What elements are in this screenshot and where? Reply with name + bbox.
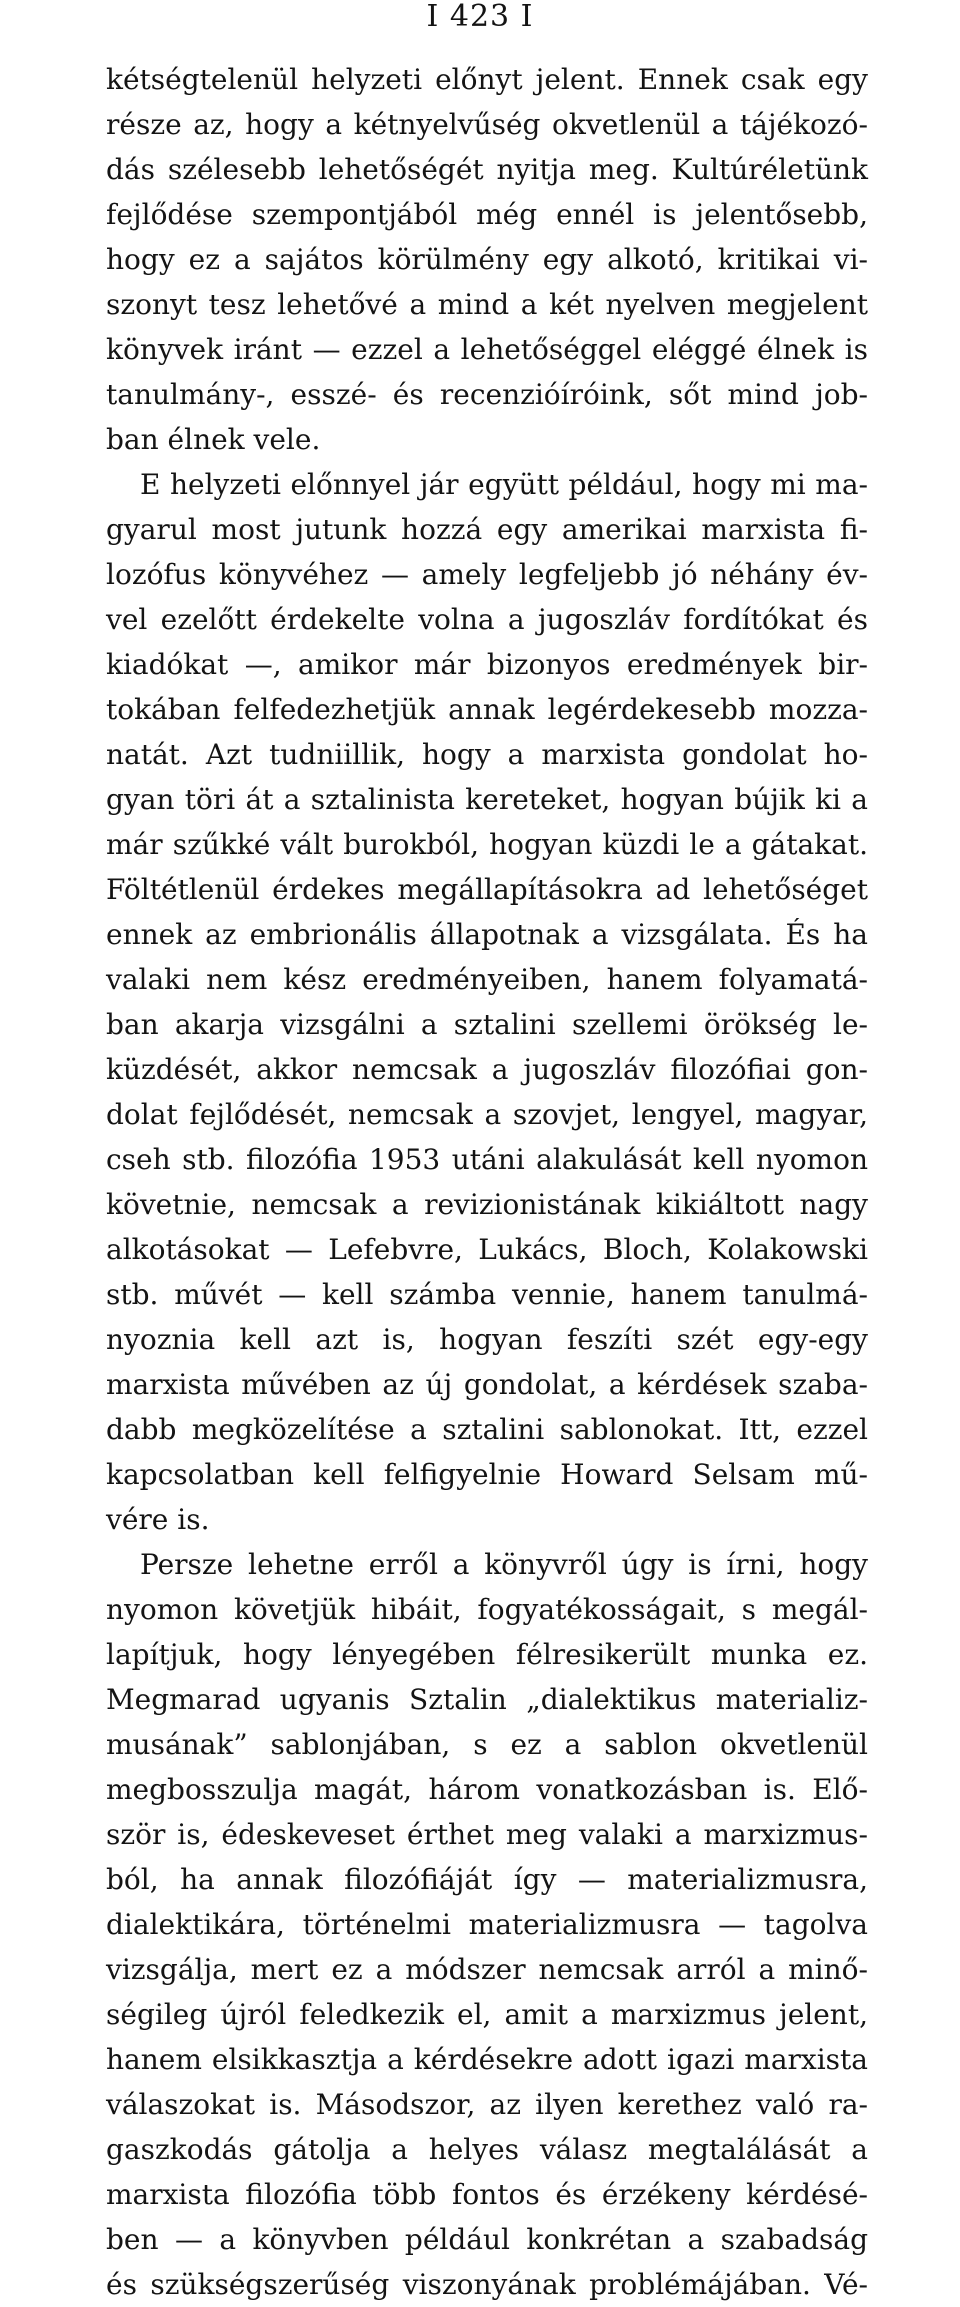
text-line: küzdését, akkor nemcsak a jugoszláv filozófiai gon- xyxy=(106,1053,868,1086)
text-line: már szűkké vált burokból, hogyan küzdi le a gátakat. xyxy=(106,828,868,861)
text-line: valaki nem kész eredményeiben, hanem folyamatá- xyxy=(106,963,868,996)
text-line: nyoznia kell azt is, hogyan feszíti szét egy-egy xyxy=(106,1323,868,1356)
text-line: és szükségszerűség viszonyának problémájában. Vé- xyxy=(106,2268,868,2301)
text-line: része az, hogy a kétnyelvűség okvetlenül a tájékozó- xyxy=(106,108,868,141)
text-column xyxy=(106,57,868,2307)
text-line: stb. művét — kell számba vennie, hanem tanulmá- xyxy=(106,1278,868,1311)
text-line: hogy ez a sajátos körülmény egy alkotó, kritikai vi- xyxy=(106,243,868,276)
text-line: tokában felfedezhetjük annak legérdekesebb mozza- xyxy=(106,693,868,726)
paragraph-2 xyxy=(106,462,868,1542)
text-line: kiadókat —, amikor már bizonyos eredmények bir- xyxy=(106,648,868,681)
text-line: vel ezelőtt érdekelte volna a jugoszláv fordítókat és xyxy=(106,603,868,636)
text-line: ból, ha annak filozófiáját így — materializmusra, xyxy=(106,1863,868,1896)
text-line: ben — a könyvben például konkrétan a szabadság xyxy=(106,2223,868,2256)
text-line: ennek az embrionális állapotnak a vizsgálata. És ha xyxy=(106,918,868,951)
text-line: Föltétlenül érdekes megállapításokra ad lehetőséget xyxy=(106,873,868,906)
paragraph-3 xyxy=(106,1542,868,2307)
text-line: válaszokat is. Másodszor, az ilyen kerethez való ra- xyxy=(106,2088,868,2121)
text-line: megbosszulja magát, három vonatkozásban is. Elő- xyxy=(106,1773,868,1806)
text-line: gyarul most jutunk hozzá egy amerikai marxista fi- xyxy=(106,513,868,546)
text-line: alkotásokat — Lefebvre, Lukács, Bloch, Kolakowski xyxy=(106,1233,868,1266)
text-line: tanulmány-, esszé- és recenzióíróink, sőt mind job- xyxy=(106,378,868,411)
text-line: kapcsolatban kell felfigyelnie Howard Selsam mű- xyxy=(106,1458,868,1491)
text-line: ban élnek vele. xyxy=(106,423,321,456)
text-line: Persze lehetne erről a könyvről úgy is írni, hogy xyxy=(140,1548,868,1581)
text-line: Megmarad ugyanis Sztalin „dialektikus materializ- xyxy=(106,1683,868,1716)
text-line: vizsgálja, mert ez a módszer nemcsak arról a minő- xyxy=(106,1953,868,1986)
text-line: kétségtelenül helyzeti előnyt jelent. Ennek csak egy xyxy=(106,63,868,96)
text-line: nyomon követjük hibáit, fogyatékosságait, s megál- xyxy=(106,1593,868,1626)
text-line: natát. Azt tudniillik, hogy a marxista gondolat ho- xyxy=(106,738,868,771)
text-line: musának” sablonjában, s ez a sablon okvetlenül xyxy=(106,1728,868,1761)
text-line: vére is. xyxy=(106,1503,210,1536)
text-line: hanem elsikkasztja a kérdésekre adott igazi marxista xyxy=(106,2043,868,2076)
text-line: cseh stb. filozófia 1953 utáni alakulását kell nyomon xyxy=(106,1143,868,1176)
text-line: követnie, nemcsak a revizionistának kikiáltott nagy xyxy=(106,1188,868,1221)
text-line: gyan töri át a sztalinista kereteket, hogyan bújik ki a xyxy=(106,783,868,816)
text-line: lozófus könyvéhez — amely legfeljebb jó néhány év- xyxy=(106,558,868,591)
text-line: könyvek iránt — ezzel a lehetőséggel eléggé élnek is xyxy=(106,333,868,366)
text-line: E helyzeti előnnyel jár együtt például, hogy mi ma- xyxy=(140,468,868,501)
text-line: marxista filozófia több fontos és érzékeny kérdésé- xyxy=(106,2178,868,2211)
text-line: dolat fejlődését, nemcsak a szovjet, lengyel, magyar, xyxy=(106,1098,868,1131)
text-line: szonyt tesz lehetővé a mind a két nyelven megjelent xyxy=(106,288,868,321)
text-line: ségileg újról feledkezik el, amit a marxizmus jelent, xyxy=(106,1998,868,2031)
paragraph-1 xyxy=(106,57,868,462)
text-line: fejlődése szempontjából még ennél is jelentősebb, xyxy=(106,198,868,231)
text-line: lapítjuk, hogy lényegében félresikerült munka ez. xyxy=(106,1638,868,1671)
page-number: I 423 I xyxy=(426,0,534,34)
text-line: dás szélesebb lehetőségét nyitja meg. Kultúréletünk xyxy=(106,153,868,186)
text-line: marxista művében az új gondolat, a kérdések szaba- xyxy=(106,1368,868,1401)
text-line: dabb megközelítése a sztalini sablonokat. Itt, ezzel xyxy=(106,1413,868,1446)
text-line: dialektikára, történelmi materializmusra — tagolva xyxy=(106,1908,868,1941)
text-line: gaszkodás gátolja a helyes válasz megtalálását a xyxy=(106,2133,868,2166)
text-line: ször is, édeskeveset érthet meg valaki a marxizmus- xyxy=(106,1818,868,1851)
text-line: ban akarja vizsgálni a sztalini szellemi örökség le- xyxy=(106,1008,868,1041)
